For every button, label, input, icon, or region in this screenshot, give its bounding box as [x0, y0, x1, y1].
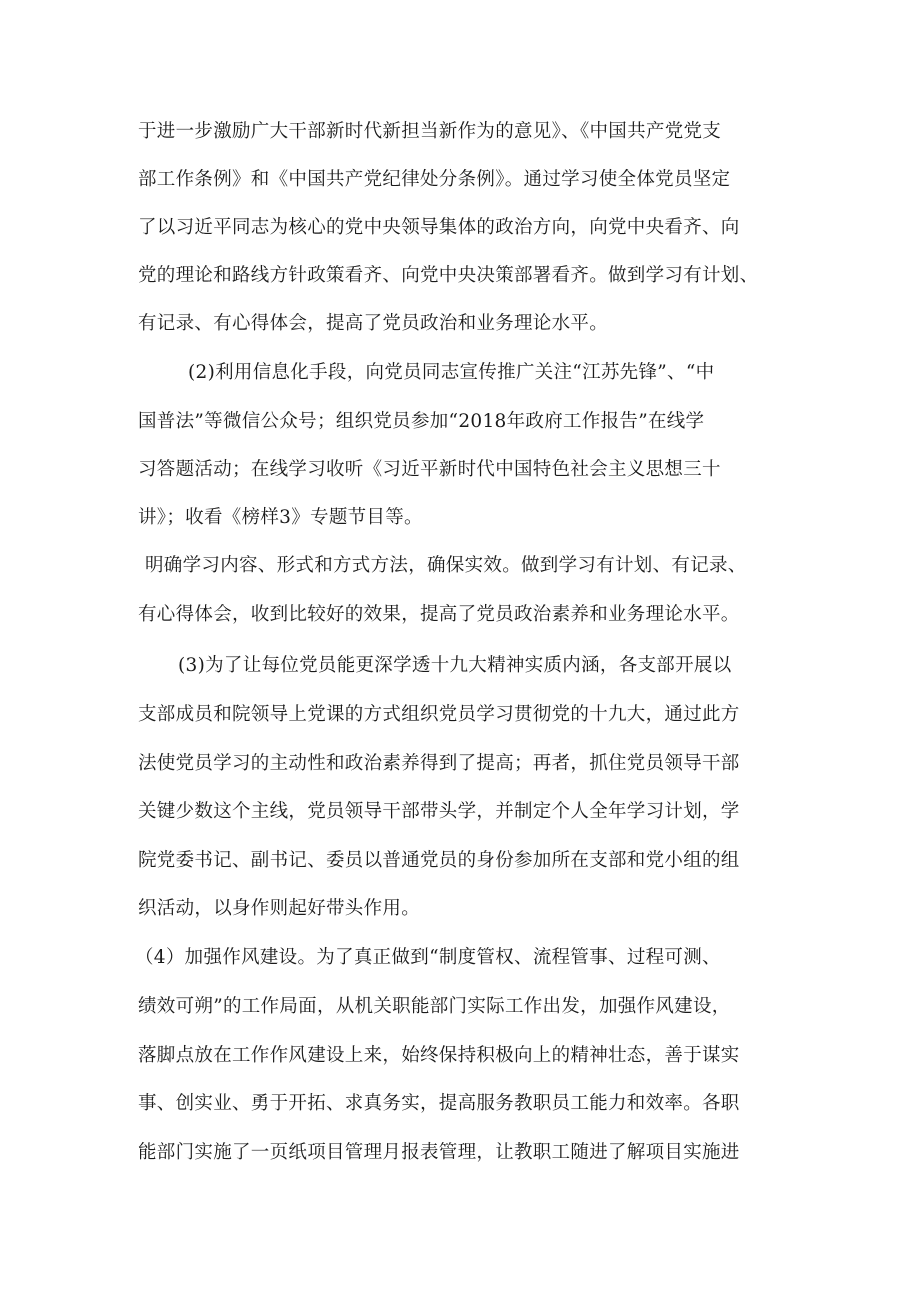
text-line-9: 讲》；收看《榜样3》专题节目等。	[138, 507, 423, 528]
text-line-7: 国普法”等微信公众号；组织党员参加“2018年政府工作报告”在线学	[138, 411, 705, 432]
text-line-10: 明确学习内容、形式和方式方法，确保实效。做到学习有计划、有记录、	[145, 555, 747, 576]
text-line-16: 院党委书记、副书记、委员以普通党员的身份参加所在支部和党小组的组	[138, 850, 740, 871]
text-line-14: 法使党员学习的主动性和政治素养得到了提高；再者，抓住党员领导干部	[138, 753, 740, 774]
text-line-3: 了以习近平同志为核心的党中央领导集体的政治方向，向党中央看齐、向	[138, 217, 740, 238]
text-line-22: 能部门实施了一页纸项目管理月报表管理，让教职工随进了解项目实施进	[138, 1142, 740, 1163]
text-line-5: 有记录、有心得体会，提高了党员政治和业务理论水平。	[138, 313, 609, 334]
text-line-12: (3)为了让每位党员能更深学透十九大精神实质内涵，各支部开展以	[178, 655, 732, 676]
text-line-18: （4）加强作风建设。为了真正做到“制度管权、流程管事、过程可测、	[135, 947, 721, 968]
text-line-11: 有心得体会，收到比较好的效果，提高了党员政治素养和业务理论水平。	[138, 604, 740, 625]
text-line-2: 部工作条例》和《中国共产党纪律处分条例》。通过学习使全体党员坚定	[138, 169, 731, 190]
text-line-8: 习答题活动；在线学习收听《习近平新时代中国特色社会主义思想三十	[138, 459, 721, 480]
text-line-21: 事、创实业、勇于开拓、求真务实，提高服务教职员工能力和效率。各职	[138, 1093, 740, 1114]
text-line-19: 绩效可朔”的工作局面，从机关职能部门实际工作出发，加强作风建设，	[138, 996, 731, 1017]
text-line-13: 支部成员和院领导上党课的方式组织党员学习贯彻党的十九大，通过此方	[138, 704, 740, 725]
text-line-6: (2)利用信息化手段，向党员同志宣传推广关注“江苏先锋”、“中	[188, 362, 715, 383]
text-line-15: 关键少数这个主线，党员领导干部带头学，并制定个人全年学习计划，学	[138, 801, 740, 822]
text-line-17: 织活动，以身作则起好带头作用。	[138, 898, 421, 919]
text-line-1: 于进一步激励广大干部新时代新担当新作为的意见》、《中国共产党党支	[138, 121, 722, 142]
text-line-4: 党的理论和路线方针政策看齐、向党中央决策部署看齐。做到学习有计划、	[138, 265, 759, 286]
text-line-20: 落脚点放在工作作风建设上来，始终保持积极向上的精神壮态，善于谋实	[138, 1045, 740, 1066]
